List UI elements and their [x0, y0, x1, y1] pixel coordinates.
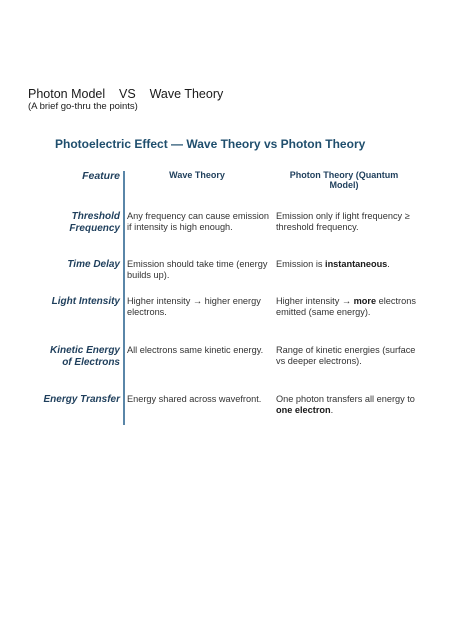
row-wave-time-delay: Emission should take time (energy builds up). [127, 259, 268, 280]
row-feature-energy-transfer: Energy Transfer [43, 394, 120, 405]
row-wave-kinetic-energy: All electrons same kinetic energy. [127, 345, 264, 355]
photon-text: Emission only if light frequency ≥ threshold frequency. [276, 211, 410, 232]
row-wave-energy-transfer: Energy shared across wavefront. [127, 394, 262, 404]
photon-text-end: electrons emitted (same energy). [276, 296, 416, 317]
row-photon-time-delay [276, 259, 416, 270]
photon-text: One photon transfers all energy to [276, 394, 415, 404]
column-header-photon-theory: Photon Theory (Quantum Model) [289, 170, 399, 190]
row-wave-threshold-frequency: Any frequency can cause emission if intensity is high enough. [127, 211, 269, 232]
photon-text: Higher intensity → [276, 296, 354, 306]
photon-text: Range of kinetic energies (surface vs deeper electrons). [276, 345, 416, 366]
row-photon-light-intensity [276, 296, 416, 318]
row-feature-light-intensity: Light Intensity [51, 296, 120, 307]
photon-emphasis: more [353, 296, 377, 306]
photon-text: Emission is [276, 259, 326, 269]
section-title: Photoelectric Effect — Wave Theory vs Photon Theory [55, 137, 366, 151]
row-wave-light-intensity: Higher intensity → higher energy electrons. [127, 296, 261, 317]
document-title: Photon Model VS Wave Theory [28, 87, 224, 101]
row-feature-kinetic-energy: Kinetic Energy of Electrons [49, 345, 120, 368]
document-subtitle: (A brief go-thru the points) [28, 101, 138, 112]
photon-text-end: . [387, 259, 390, 269]
row-photon-energy-transfer [276, 394, 416, 416]
column-header-feature: Feature [82, 170, 120, 182]
row-feature-threshold-frequency: Threshold Frequency [69, 211, 120, 234]
column-header-wave-theory: Wave Theory [169, 170, 225, 180]
photon-text-end: . [330, 405, 334, 415]
photon-emphasis: one electron [276, 405, 331, 415]
row-photon-threshold-frequency [276, 211, 416, 233]
column-divider [123, 171, 125, 425]
photon-emphasis: instantaneous [325, 259, 388, 269]
row-feature-time-delay: Time Delay [67, 259, 120, 270]
row-photon-kinetic-energy [276, 345, 416, 367]
